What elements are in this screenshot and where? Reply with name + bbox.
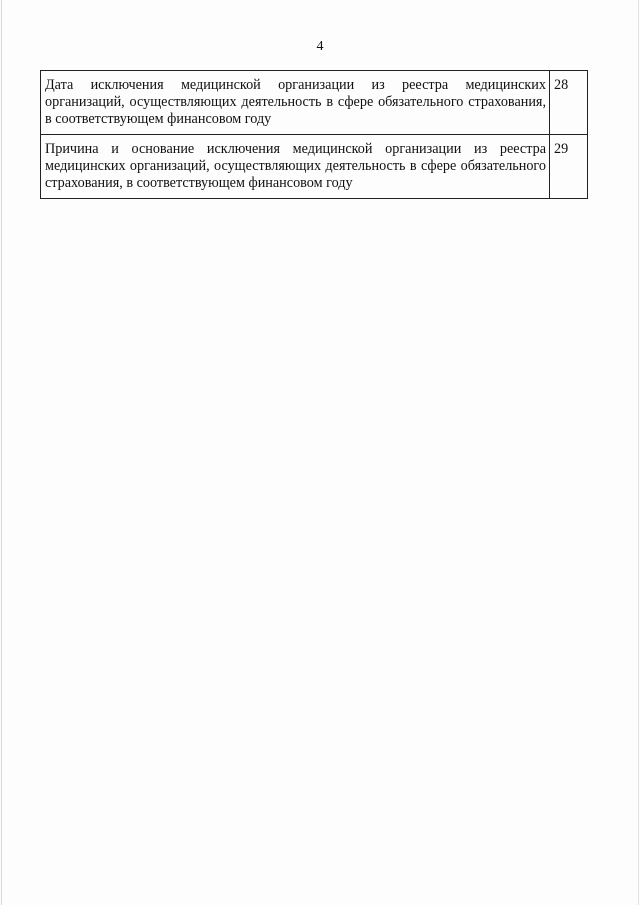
table-row bbox=[41, 71, 588, 135]
field-description: Причина и основание исключения медицинской организации из реестра медицинских организаций, осуществляющих деятельность в сфере обязательного страхования, в соответствующем финансовом году bbox=[41, 135, 550, 199]
registry-fields-table bbox=[40, 70, 588, 199]
scan-edge-left bbox=[1, 0, 2, 905]
scan-edge-right bbox=[638, 0, 639, 905]
field-description: Дата исключения медицинской организации из реестра медицинских организаций, осуществляющих деятельность в сфере обязательного страхования, в соответствующем финансовом году bbox=[41, 71, 550, 135]
page-number: 4 bbox=[316, 39, 324, 54]
field-number: 28 bbox=[550, 71, 588, 135]
field-number: 29 bbox=[550, 135, 588, 199]
table-row bbox=[41, 135, 588, 199]
